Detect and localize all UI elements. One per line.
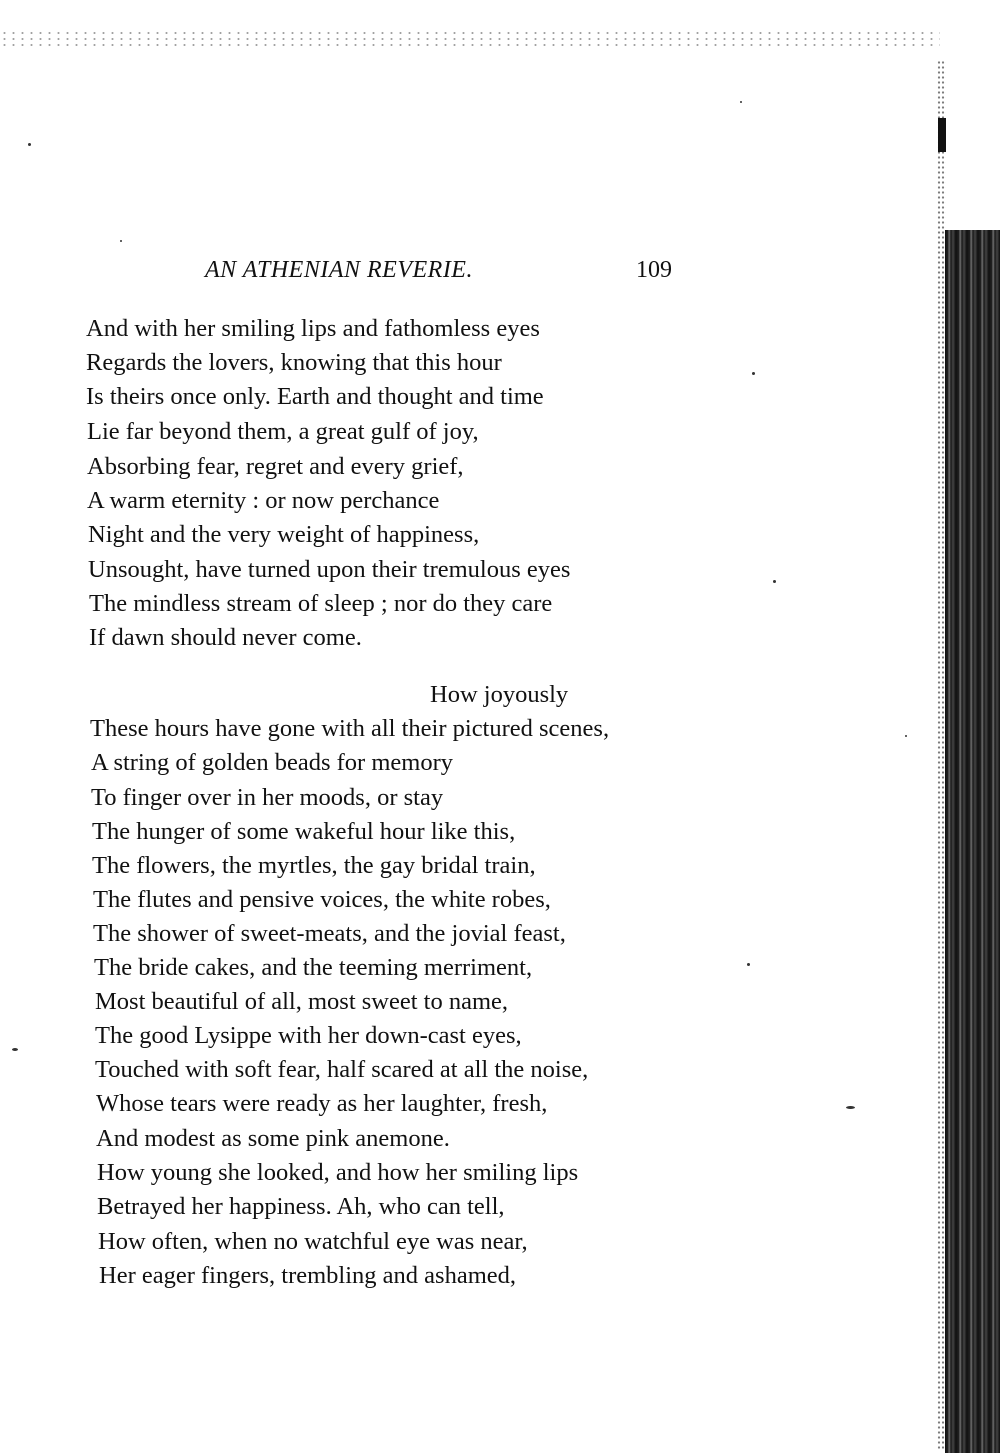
poem-line: Night and the very weight of happiness, <box>88 521 480 548</box>
scan-speck <box>773 580 776 583</box>
poem-line: These hours have gone with all their pictured scenes, <box>90 715 610 742</box>
poem-line: The flutes and pensive voices, the white robes, <box>93 886 551 913</box>
poem-line: How joyously <box>430 681 569 708</box>
poem-line: To finger over in her moods, or stay <box>91 784 444 811</box>
running-title: AN ATHENIAN REVERIE. <box>205 257 473 283</box>
poem-line: Unsought, have turned upon their tremulous eyes <box>88 556 571 583</box>
scan-speck <box>28 143 31 146</box>
poem-line: How often, when no watchful eye was near, <box>98 1228 528 1255</box>
scan-speck <box>752 372 755 375</box>
poem-line: And modest as some pink anemone. <box>96 1125 450 1152</box>
poem-line: Betrayed her happiness. Ah, who can tell, <box>97 1193 505 1220</box>
poem-line: The good Lysippe with her down-cast eyes, <box>95 1022 522 1049</box>
poem-line: Absorbing fear, regret and every grief, <box>87 453 464 480</box>
scan-page-edge <box>945 230 1000 1453</box>
poem-line: Regards the lovers, knowing that this hour <box>86 349 502 376</box>
poem-line: The bride cakes, and the teeming merriment, <box>94 954 533 981</box>
poem-line: Is theirs once only. Earth and thought and time <box>86 383 544 410</box>
page-header <box>0 257 1000 291</box>
poem-line: The flowers, the myrtles, the gay bridal train, <box>92 852 536 879</box>
scan-top-edge <box>0 30 940 46</box>
poem-line: A warm eternity : or now perchance <box>87 487 440 514</box>
scan-speck <box>120 240 122 242</box>
scan-speck <box>740 101 742 103</box>
scan-speck <box>905 735 907 737</box>
poem-line: How young she looked, and how her smiling lips <box>97 1159 579 1186</box>
scan-speck <box>846 1106 855 1109</box>
poem-line: And with her smiling lips and fathomless eyes <box>86 315 540 342</box>
poem-line: The shower of sweet-meats, and the jovial feast, <box>93 920 566 947</box>
poem-line: If dawn should never come. <box>89 624 362 651</box>
poem-line: Lie far beyond them, a great gulf of joy, <box>87 418 479 445</box>
poem-line: Her eager fingers, trembling and ashamed, <box>99 1262 517 1289</box>
scan-speck <box>747 963 750 966</box>
poem-line: Most beautiful of all, most sweet to name, <box>95 988 509 1015</box>
page-number: 109 <box>636 257 672 283</box>
scan-speck <box>12 1048 18 1051</box>
poem-line: Touched with soft fear, half scared at all the noise, <box>95 1056 589 1083</box>
poem-line: The mindless stream of sleep ; nor do they care <box>89 590 553 617</box>
poem-line: A string of golden beads for memory <box>91 749 453 776</box>
poem-line: The hunger of some wakeful hour like this, <box>92 818 516 845</box>
scan-binding-mark <box>938 118 946 152</box>
poem-line: Whose tears were ready as her laughter, fresh, <box>96 1090 548 1117</box>
